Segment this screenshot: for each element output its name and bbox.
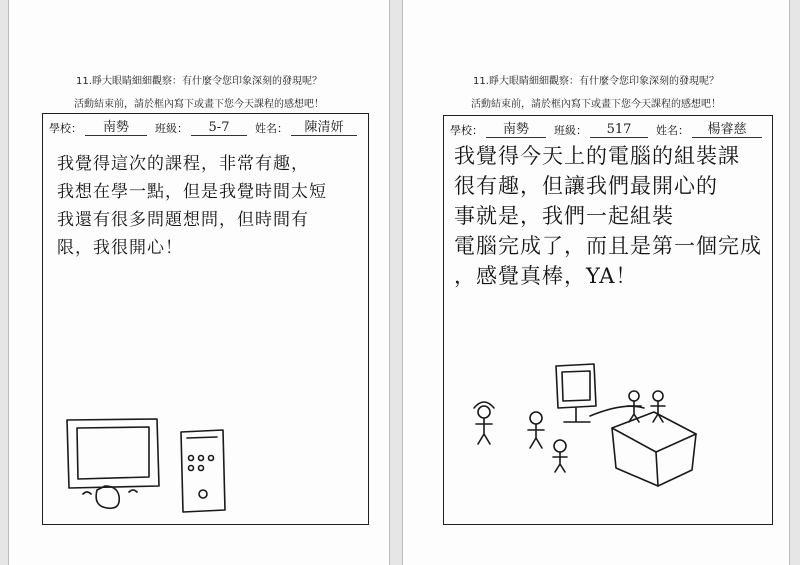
monitor-screen — [77, 427, 149, 479]
name-label: 姓名： — [255, 122, 288, 135]
name-value: 陳清妍 — [291, 121, 357, 136]
instruction-text: 活動結束前，請於框內寫下或畫下您今天課程的感想吧！ — [471, 99, 721, 110]
class-label: 班級： — [554, 124, 587, 137]
school-label: 學校： — [49, 122, 82, 135]
power-button — [199, 490, 207, 498]
computer-drawing — [43, 114, 367, 524]
worksheet-left — [8, 0, 390, 565]
computer-case — [612, 412, 696, 452]
mouse — [96, 486, 119, 508]
class-value: 5-7 — [191, 121, 247, 136]
answer-box — [42, 113, 369, 525]
handwriting-line: 我還有很多問題想問，但時間有 — [57, 210, 309, 230]
name-value: 楊睿慈 — [692, 123, 762, 138]
handwriting-line: 電腦完成了，而且是第一個完成 — [454, 234, 762, 258]
handwriting-line: 很有趣，但讓我們最開心的 — [454, 174, 718, 198]
worksheet-right — [402, 0, 790, 565]
answer-box — [443, 115, 773, 525]
question-text: 11.睜大眼睛細細觀察：有什麼令您印象深刻的發現呢？ — [473, 76, 719, 87]
handwriting-line: ，感覺真棒，YA！ — [454, 264, 638, 288]
cable — [590, 406, 644, 416]
school-value: 南勢 — [85, 121, 147, 136]
handwriting-line: 我覺得今天上的電腦的組裝課 — [454, 144, 740, 168]
student-figure — [474, 402, 494, 444]
name-label: 姓名： — [656, 124, 689, 137]
handwriting-line: 事就是，我們一起組裝 — [454, 204, 674, 228]
question-text: 11.睜大眼睛細細觀察：有什麼令您印象深刻的發現呢？ — [76, 76, 322, 87]
assembly-drawing — [444, 116, 771, 524]
school-value: 南勢 — [486, 123, 546, 138]
computer-tower — [181, 430, 225, 512]
handwriting-line: 限，我很開心！ — [57, 238, 183, 258]
class-label: 班級： — [155, 122, 188, 135]
student-figure — [553, 440, 567, 472]
handwriting-line: 我想在學一點，但是我覺時間太短 — [57, 182, 327, 202]
class-value: 517 — [590, 123, 648, 138]
instruction-text: 活動結束前，請於框內寫下或畫下您今天課程的感想吧！ — [74, 99, 324, 110]
student-figure — [528, 412, 544, 448]
school-label: 學校： — [450, 124, 483, 137]
handwriting-line: 我覺得這次的課程，非常有趣， — [57, 154, 309, 174]
